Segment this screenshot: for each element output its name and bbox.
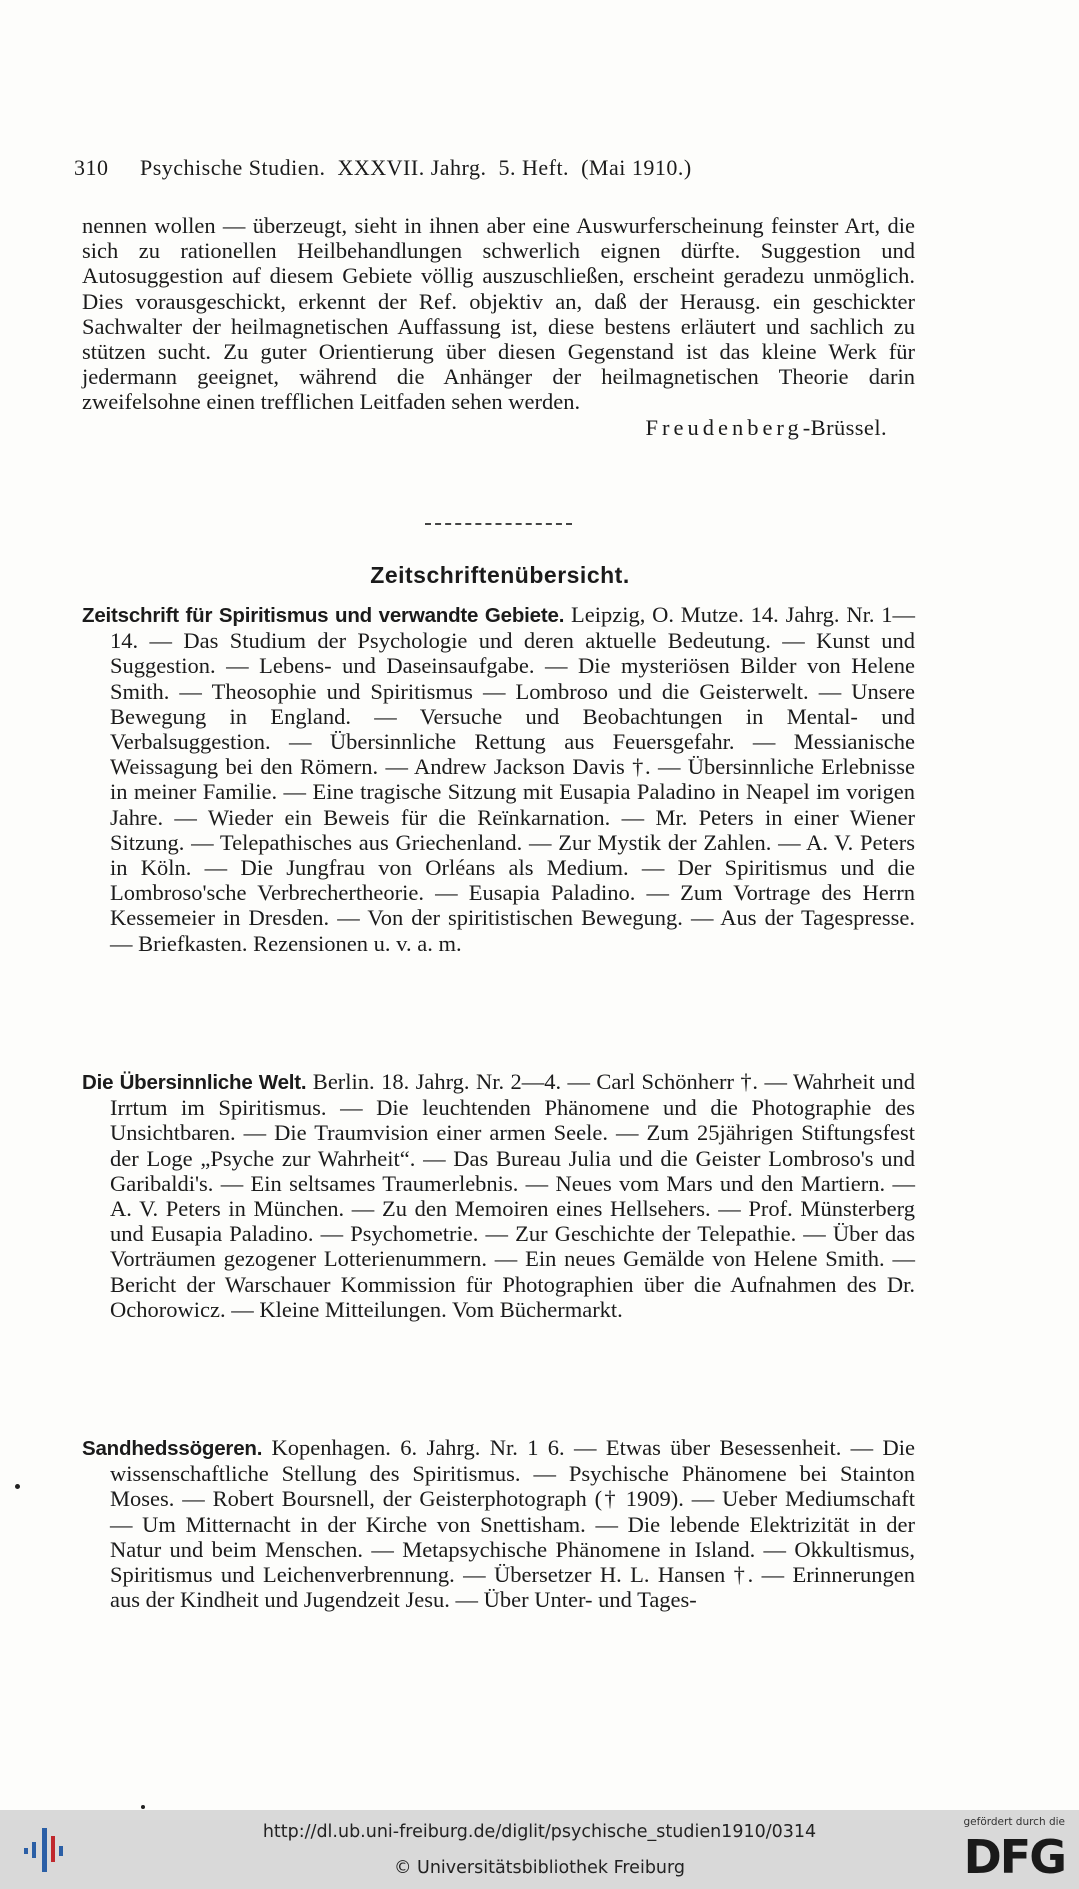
periodical-entry — [82, 602, 915, 956]
signature-name: Freudenberg — [645, 414, 803, 440]
periodical-name: Zeitschrift für Spiritismus und verwandte Gebiete. — [82, 604, 565, 627]
issue-date: (Mai 1910.) — [581, 155, 692, 180]
signature-place: -Brüssel. — [802, 414, 887, 440]
scan-speck — [15, 1484, 20, 1489]
entry-paragraph — [82, 602, 915, 956]
periodical-name: Die Übersinnliche Welt. — [82, 1071, 307, 1094]
entry-paragraph — [82, 1069, 915, 1322]
scan-speck — [141, 1805, 145, 1809]
periodical-entry — [82, 1435, 915, 1612]
volume: XXXVII. Jahrg. — [337, 155, 487, 180]
periodical-name: Sandhedssögeren. — [82, 1437, 263, 1460]
page-number: 310 — [74, 155, 109, 180]
periodical-contents: Leipzig, O. Mutze. 14. Jahrg. Nr. 1—14. — Das Studium der Psychologie und deren aktuelle Bedeutung. — Kunst und Suggestion. — Lebens- und Daseinsaufgabe. — Die mysteriösen Bilder von Helene Smith. — Theosophie und Spiritismus — Lombroso und die Geisterwelt. — Unsere Bewegung in England. — Versuche und Beobachtungen in Mental- und Verbalsuggestion. — Übersinnliche Rettung aus Feuersgefahr. — Messianische Weissagung bei den Römern. — Andrew Jackson Davis †. — Übersinnliche Erlebnisse in meiner Familie. — Eine tragische Sitzung mit Eusapia Paladino in Neapel im vorigen Jahre. — Wieder ein Beweis für die Reïnkarnation. — Mr. Peters in einer Wiener Sitzung. — Telepathisches aus Griechenland. — Zur Mystik der Zahlen. — A. V. Peters in Köln. — Die Jungfrau von Orléans als Medium. — Der Spiritismus und die Lombroso'sche Verbrechertheorie. — Eusapia Paladino. — Zum Vortrage des Herrn Kessemeier in Dresden. — Von der spiritistischen Bewegung. — Aus der Tagespresse. — Briefkasten. Rezensionen u. v. a. m. — [110, 602, 915, 956]
entry-paragraph — [82, 1435, 915, 1612]
section-heading: Zeitschriftenübersicht. — [370, 562, 630, 588]
running-header — [74, 155, 914, 181]
journal-title: Psychische Studien. — [140, 155, 326, 180]
section-divider — [425, 523, 572, 525]
periodical-contents: Kopenhagen. 6. Jahrg. Nr. 1 6. — Etwas über Besessenheit. — Die wissenschaftliche Stellung des Spiritismus. — Psychische Phänomene bei Stainton Moses. — Robert Boursnell, der Geisterphotograph († 1909). — Ueber Mediumschaft — Um Mitternacht in der Kirche von Snettisham. — Die lebende Elektrizität in der Natur und beim Menschen. — Metapsychische Phänomene in Island. — Okkultismus, Spiritismus und Leichenverbrennung. — Übersetzer H. L. Hansen †. — Erinnerungen aus der Kindheit und Jugendzeit Jesu. — Über Unter- und Tages- — [110, 1435, 915, 1613]
review-text: nennen wollen — überzeugt, sieht in ihnen aber eine Auswurferscheinung feinster Art, die sich zu rationellen Heilbehandlungen schwerlich eignen dürfte. Suggestion und Autosuggestion auf diesem Gebiete völlig auszuschließen, erscheint geradezu unmöglich. Dies vorausgeschickt, erkennt der Ref. objektiv an, daß der Herausg. ein geschickter Sachwalter der heilmagnetischen Auffassung ist, diese bestens erläutert und sachlich zu stützen sucht. Zu guter Orientierung über diesen Gegenstand ist das kleine Werk für jedermann geeignet, während die Anhänger der heilmagnetischen Theorie darin zweifelsohne einen trefflichen Leitfaden sehen werden. — [82, 213, 915, 415]
issue: 5. Heft. — [498, 155, 570, 180]
review-signature — [82, 415, 915, 440]
viewer-footer — [0, 1810, 1079, 1889]
periodical-entry — [82, 1069, 915, 1322]
source-url[interactable]: http://dl.ub.uni-freiburg.de/diglit/psychische_studien1910/0314 — [262, 1822, 817, 1842]
periodical-contents: Berlin. 18. Jahrg. Nr. 2—4. — Carl Schönherr †. — Wahrheit und Irrtum im Spiritismus. — Die leuchtenden Phänomene und die Photographie des Unsichtbaren. — Die Traumvision einer armen Seele. — Zum 25jährigen Stiftungsfest der Loge „Psyche zur Wahrheit“. — Das Bureau Julia und die Geister Lombroso's und Garibaldi's. — Ein seltsames Traumerlebnis. — Neues vom Mars und den Martiern. — A. V. Peters in München. — Zu den Memoiren eines Hellsehers. — Prof. Münsterberg und Eusapia Paladino. — Psychometrie. — Zur Geschichte der Telepathie. — Über das Vorträumen gezogener Lotterienummern. — Ein neues Gemälde von Helene Smith. — Bericht der Warschauer Kommission für Photographien über die Aufnahmen des Dr. Ochorowicz. — Kleine Mitteilungen. Vom Büchermarkt. — [110, 1069, 915, 1322]
copyright-notice: © Universitätsbibliothek Freiburg — [393, 1858, 686, 1878]
review-continuation — [82, 213, 915, 440]
dfg-logo: DFG — [963, 1830, 1065, 1884]
dfg-caption: gefördert durch die — [963, 1816, 1065, 1828]
